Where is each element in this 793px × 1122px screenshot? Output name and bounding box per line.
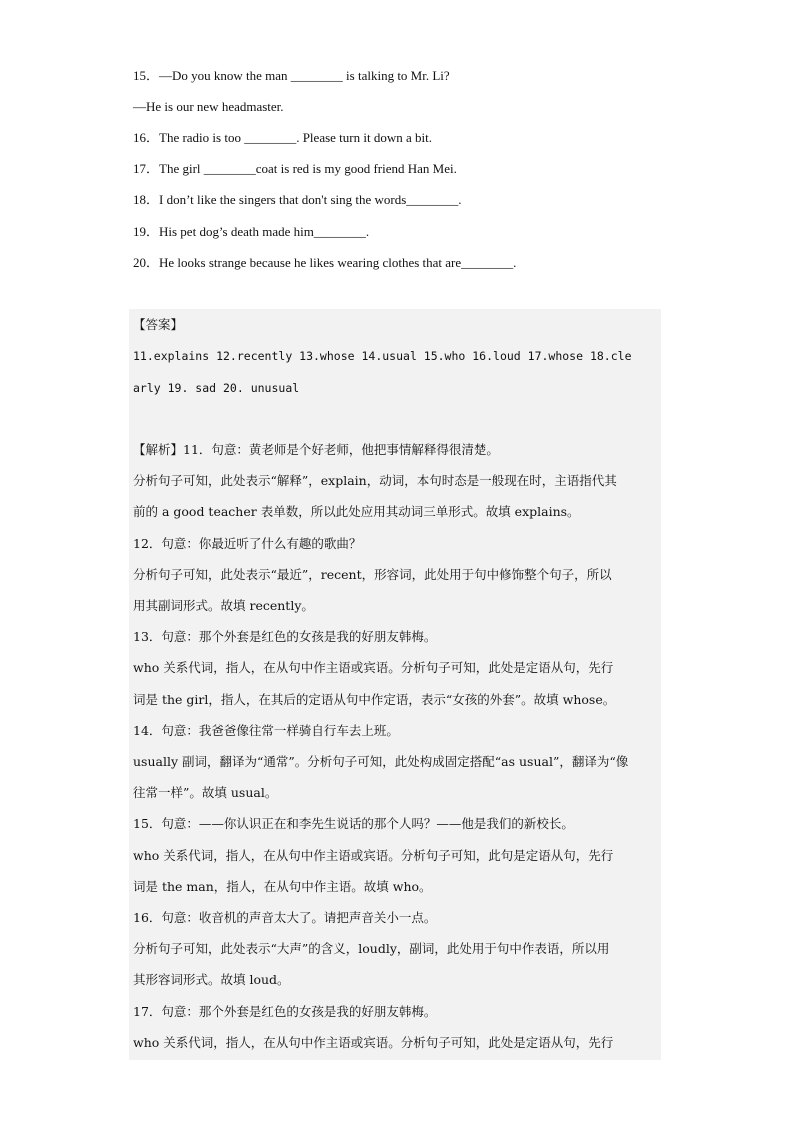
analysis-line: 分析句子可知，此处表示“解释”，explain，动词，本句时态是一般现在时，主语指代其 — [133, 473, 617, 488]
analysis-line: 分析句子可知，此处表示“最近”，recent，形容词，此处用于句中修饰整个句子，所以 — [133, 567, 612, 582]
answer-title: 【答案】 — [133, 317, 184, 332]
question-19: 19．His pet dog’s death made him________. — [133, 224, 370, 239]
analysis-line: who 关系代词，指人，在从句中作主语或宾语。分析句子可知，此句是定语从句，先行 — [133, 848, 614, 863]
analysis-line: usually 副词，翻译为“通常”。分析句子可知，此处构成固定搭配“as usual”，翻译为“像 — [133, 754, 629, 769]
question-16: 16．The radio is too ________. Please turn it down a bit. — [133, 130, 432, 145]
question-15-reply: —He is our new headmaster. — [133, 99, 284, 114]
analysis-line: 【解析】11．句意：黄老师是个好老师，他把事情解释得很清楚。 — [133, 442, 499, 457]
analysis-line: 词是 the man，指人，在从句中作主语。故填 who。 — [133, 879, 432, 894]
analysis-line: who 关系代词，指人，在从句中作主语或宾语。分析句子可知，此处是定语从句，先行 — [133, 1035, 614, 1050]
question-17: 17．The girl ________coat is red is my good friend Han Mei. — [133, 161, 457, 176]
analysis-line: 其形容词形式。故填 loud。 — [133, 972, 290, 987]
analysis-line: 15．句意：——你认识正在和李先生说话的那个人吗？——他是我们的新校长。 — [133, 816, 574, 831]
analysis-line: 14．句意：我爸爸像往常一样骑自行车去上班。 — [133, 723, 399, 738]
analysis-line: 词是 the girl，指人，在其后的定语从句中作定语，表示“女孩的外套”。故填 whose。 — [133, 692, 616, 707]
answers-line-2: arly 19. sad 20. unusual — [133, 381, 300, 395]
analysis-line: 13．句意：那个外套是红色的女孩是我的好朋友韩梅。 — [133, 629, 437, 644]
analysis-line: 17．句意：那个外套是红色的女孩是我的好朋友韩梅。 — [133, 1004, 437, 1019]
question-18: 18．I don’t like the singers that don't sing the words________. — [133, 192, 462, 207]
analysis-line: who 关系代词，指人，在从句中作主语或宾语。分析句子可知，此处是定语从句，先行 — [133, 660, 614, 675]
question-20: 20．He looks strange because he likes wearing clothes that are________. — [133, 255, 517, 270]
answers-line-1: 11.explains 12.recently 13.whose 14.usual 15.who 16.loud 17.whose 18.cle — [133, 349, 632, 363]
analysis-line: 12．句意：你最近听了什么有趣的歌曲？ — [133, 536, 362, 551]
analysis-line: 用其副词形式。故填 recently。 — [133, 598, 314, 613]
analysis-line: 分析句子可知，此处表示“大声”的含义，loudly，副词，此处用于句中作表语，所以用 — [133, 941, 610, 956]
analysis-line: 前的 a good teacher 表单数，所以此处应用其动词三单形式。故填 explains。 — [133, 504, 580, 519]
question-15: 15．—Do you know the man ________ is talking to Mr. Li? — [133, 68, 450, 83]
analysis-line: 往常一样”。故填 usual。 — [133, 785, 278, 800]
analysis-line: 16．句意：收音机的声音太大了。请把声音关小一点。 — [133, 910, 437, 925]
